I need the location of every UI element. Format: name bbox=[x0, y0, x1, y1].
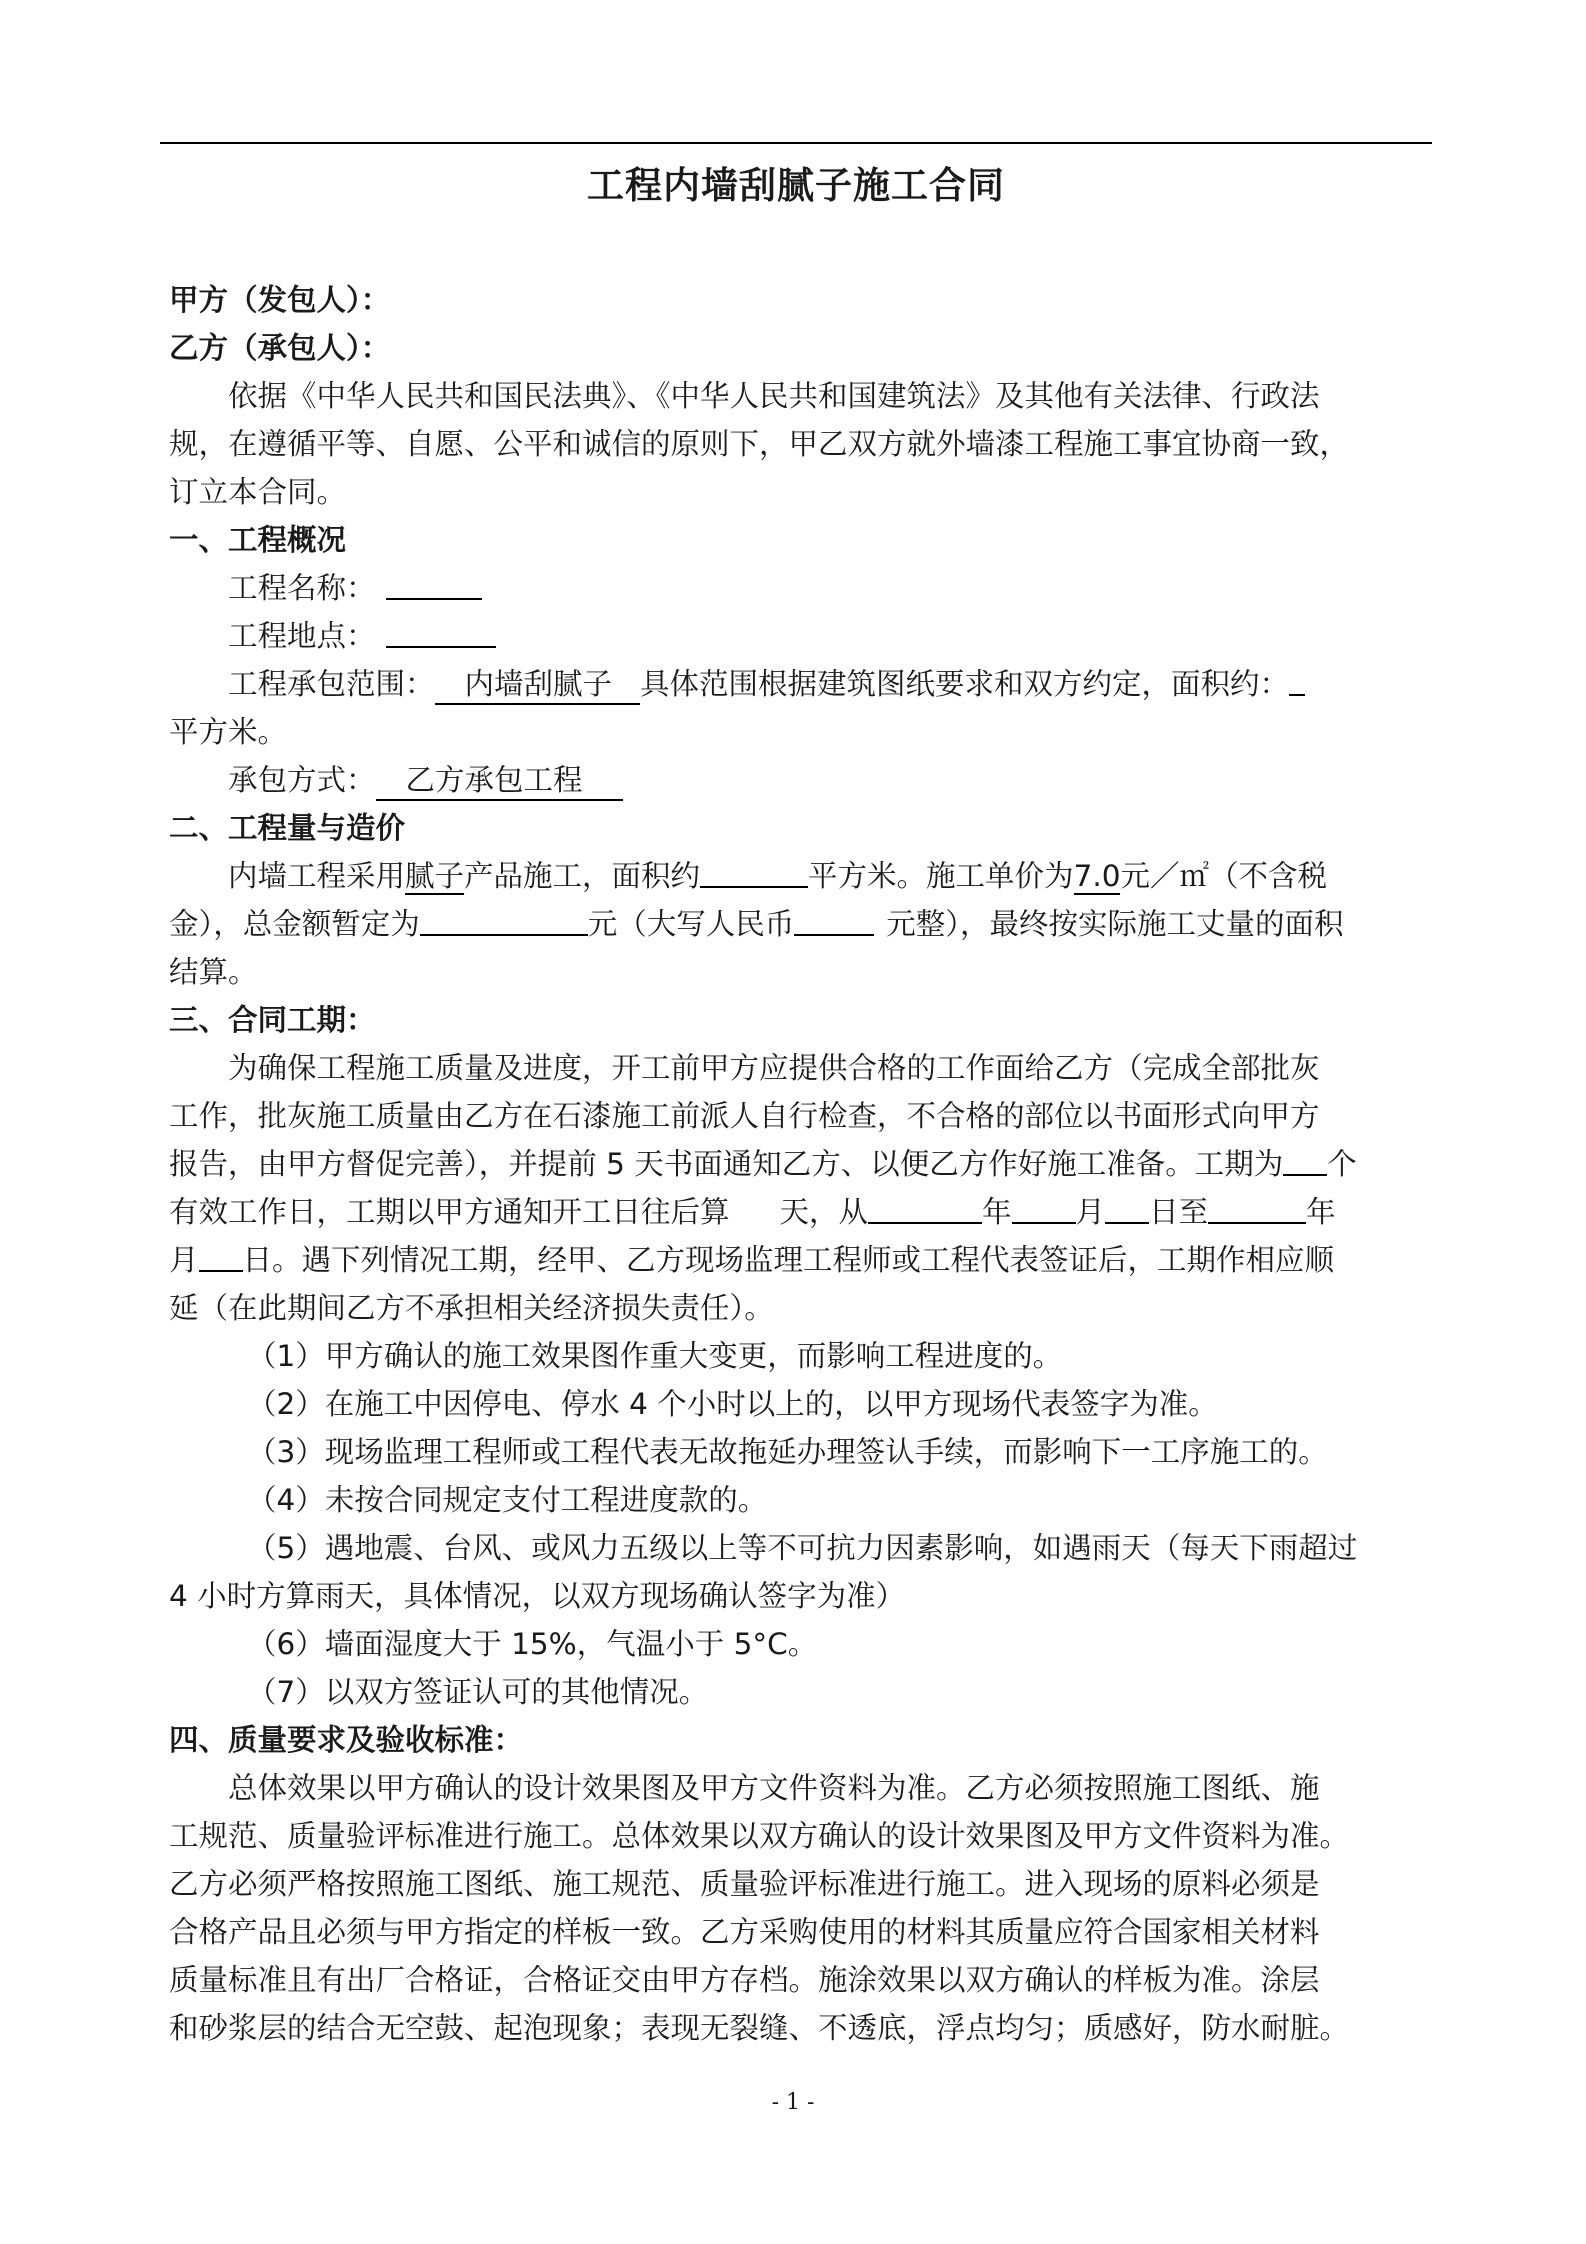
material-value: 腻子 bbox=[405, 859, 465, 893]
project-name-blank bbox=[386, 566, 482, 600]
end-year-blank bbox=[1208, 1190, 1306, 1224]
contract-mode-line bbox=[169, 756, 1429, 804]
list-item: （2）在施工中因停电、停水 4 个小时以上的，以甲方现场代表签字为准。 bbox=[247, 1387, 1218, 1421]
quality-line: 总体效果以甲方确认的设计效果图及甲方文件资料为准。乙方必须按照施工图纸、施 bbox=[228, 1771, 1320, 1805]
list-item: （5）遇地震、台风、或风力五级以上等不可抗力因素影响，如遇雨天（每天下雨超过 bbox=[247, 1531, 1358, 1565]
schedule-line bbox=[169, 1236, 1429, 1284]
schedule-text: 月 bbox=[169, 1243, 199, 1277]
start-day-blank bbox=[1105, 1190, 1149, 1224]
section-heading: 一、工程概况 bbox=[169, 523, 347, 557]
quality-line: 和砂浆层的结合无空鼓、起泡现象；表现无裂缝、不透底，浮点均匀；质感好，防水耐脏。 bbox=[169, 2011, 1350, 2045]
area-blank bbox=[1289, 662, 1305, 696]
contract-mode-label: 承包方式： bbox=[228, 763, 376, 797]
list-item: （1）甲方确认的施工效果图作重大变更，而影响工程进度的。 bbox=[247, 1339, 1063, 1373]
schedule-text: 年 bbox=[1306, 1195, 1336, 1229]
schedule-text: 天，从 bbox=[779, 1195, 869, 1229]
section-heading: 四、质量要求及验收标准： bbox=[169, 1723, 524, 1757]
quality-line: 工规范、质量验评标准进行施工。总体效果以双方确认的设计效果图及甲方文件资料为准。 bbox=[169, 1819, 1350, 1853]
party-b-line: 乙方（承包人）： bbox=[169, 331, 391, 365]
section-heading: 三、合同工期： bbox=[169, 1003, 376, 1037]
schedule-line bbox=[169, 1140, 1429, 1188]
schedule-line: 延（在此期间乙方不承担相关经济损失责任）。 bbox=[169, 1291, 774, 1325]
area-blank bbox=[700, 854, 808, 888]
scope-rest: 具体范围根据建筑图纸要求和双方约定，面积约： bbox=[640, 667, 1290, 701]
schedule-line bbox=[169, 1188, 1429, 1236]
intro-line: 订立本合同。 bbox=[169, 475, 347, 509]
section-heading: 二、工程量与造价 bbox=[169, 811, 406, 845]
document-title: 工程内墙刮腻子施工合同 bbox=[587, 164, 1005, 207]
page-number: - 1 - bbox=[771, 2090, 815, 2115]
project-location-line bbox=[169, 612, 1429, 660]
quality-line: 质量标准且有出厂合格证，合格证交由甲方存档。施涂效果以双方确认的样板为准。涂层 bbox=[169, 1963, 1320, 1997]
contract-mode-value: 乙方承包工程 bbox=[376, 761, 623, 801]
schedule-text: 日至 bbox=[1149, 1195, 1209, 1229]
schedule-text: 个 bbox=[1327, 1147, 1357, 1181]
list-item: （3）现场监理工程师或工程代表无故拖延办理签认手续，而影响下一工序施工的。 bbox=[247, 1435, 1328, 1469]
total-amount-blank bbox=[420, 902, 588, 936]
price-text: 金），总金额暂定为 bbox=[169, 907, 420, 941]
schedule-line: 为确保工程施工质量及进度，开工前甲方应提供合格的工作面给乙方（完成全部批灰 bbox=[228, 1051, 1320, 1085]
price-line: 结算。 bbox=[169, 955, 258, 989]
scope-line bbox=[169, 660, 1429, 708]
schedule-text: 报告，由甲方督促完善），并提前 5 天书面通知乙方、以便乙方作好施工准备。工期为 bbox=[169, 1147, 1284, 1181]
start-year-blank bbox=[868, 1190, 982, 1224]
price-text: 产品施工，面积约 bbox=[464, 859, 701, 893]
schedule-line: 工作，批灰施工质量由乙方在石漆施工前派人自行检查，不合格的部位以书面形式向甲方 bbox=[169, 1099, 1320, 1133]
price-line bbox=[169, 900, 1429, 948]
quality-line: 乙方必须严格按照施工图纸、施工规范、质量验评标准进行施工。进入现场的原料必须是 bbox=[169, 1867, 1320, 1901]
price-text: 元／㎡（不含税 bbox=[1120, 859, 1327, 893]
amount-in-words-blank bbox=[794, 902, 874, 936]
price-text: 元（大写人民币 bbox=[587, 907, 795, 941]
scope-value: 内墙刮腻子 bbox=[435, 665, 641, 705]
schedule-text: 年 bbox=[982, 1195, 1012, 1229]
list-item: （4）未按合同规定支付工程进度款的。 bbox=[247, 1483, 768, 1517]
list-item: （6）墙面湿度大于 15%，气温小于 5°C。 bbox=[247, 1627, 818, 1661]
end-day-blank bbox=[199, 1238, 243, 1272]
price-line bbox=[169, 852, 1429, 900]
project-name-line bbox=[169, 564, 1429, 612]
start-month-blank bbox=[1012, 1190, 1076, 1224]
schedule-text: 月 bbox=[1075, 1195, 1106, 1229]
project-name-label: 工程名称： bbox=[228, 571, 376, 605]
price-text: 平方米。施工单价为 bbox=[808, 859, 1074, 893]
price-text: 内墙工程采用 bbox=[228, 859, 406, 893]
intro-line: 依据《中华人民共和国民法典》、《中华人民共和国建筑法》及其他有关法律、行政法 bbox=[228, 379, 1320, 413]
header-rule bbox=[160, 142, 1432, 144]
scope-label: 工程承包范围： bbox=[228, 667, 435, 701]
list-item: （7）以双方签证认可的其他情况。 bbox=[247, 1675, 709, 1709]
contract-body bbox=[169, 276, 1429, 2052]
list-item-continued: 4 小时方算雨天，具体情况，以双方现场确认签字为准） bbox=[169, 1579, 906, 1613]
project-location-label: 工程地点： bbox=[228, 619, 376, 653]
quality-line: 合格产品且必须与甲方指定的样板一致。乙方采购使用的材料其质量应符合国家相关材料 bbox=[169, 1915, 1320, 1949]
schedule-text: 日。遇下列情况工期，经甲、乙方现场监理工程师或工程代表签证后，工期作相应顺 bbox=[242, 1243, 1335, 1277]
scope-unit-line: 平方米。 bbox=[169, 715, 288, 749]
schedule-text: 有效工作日，工期以甲方通知开工日往后算 bbox=[169, 1195, 730, 1229]
working-days-blank bbox=[1283, 1142, 1327, 1176]
price-text: 元整），最终按实际施工丈量的面积 bbox=[886, 907, 1344, 941]
unit-price-value: 7.0 bbox=[1073, 859, 1121, 893]
intro-line: 规，在遵循平等、自愿、公平和诚信的原则下，甲乙双方就外墙漆工程施工事宜协商一致， bbox=[169, 427, 1350, 461]
party-a-line: 甲方（发包人）： bbox=[169, 283, 391, 317]
project-location-blank bbox=[386, 614, 496, 648]
